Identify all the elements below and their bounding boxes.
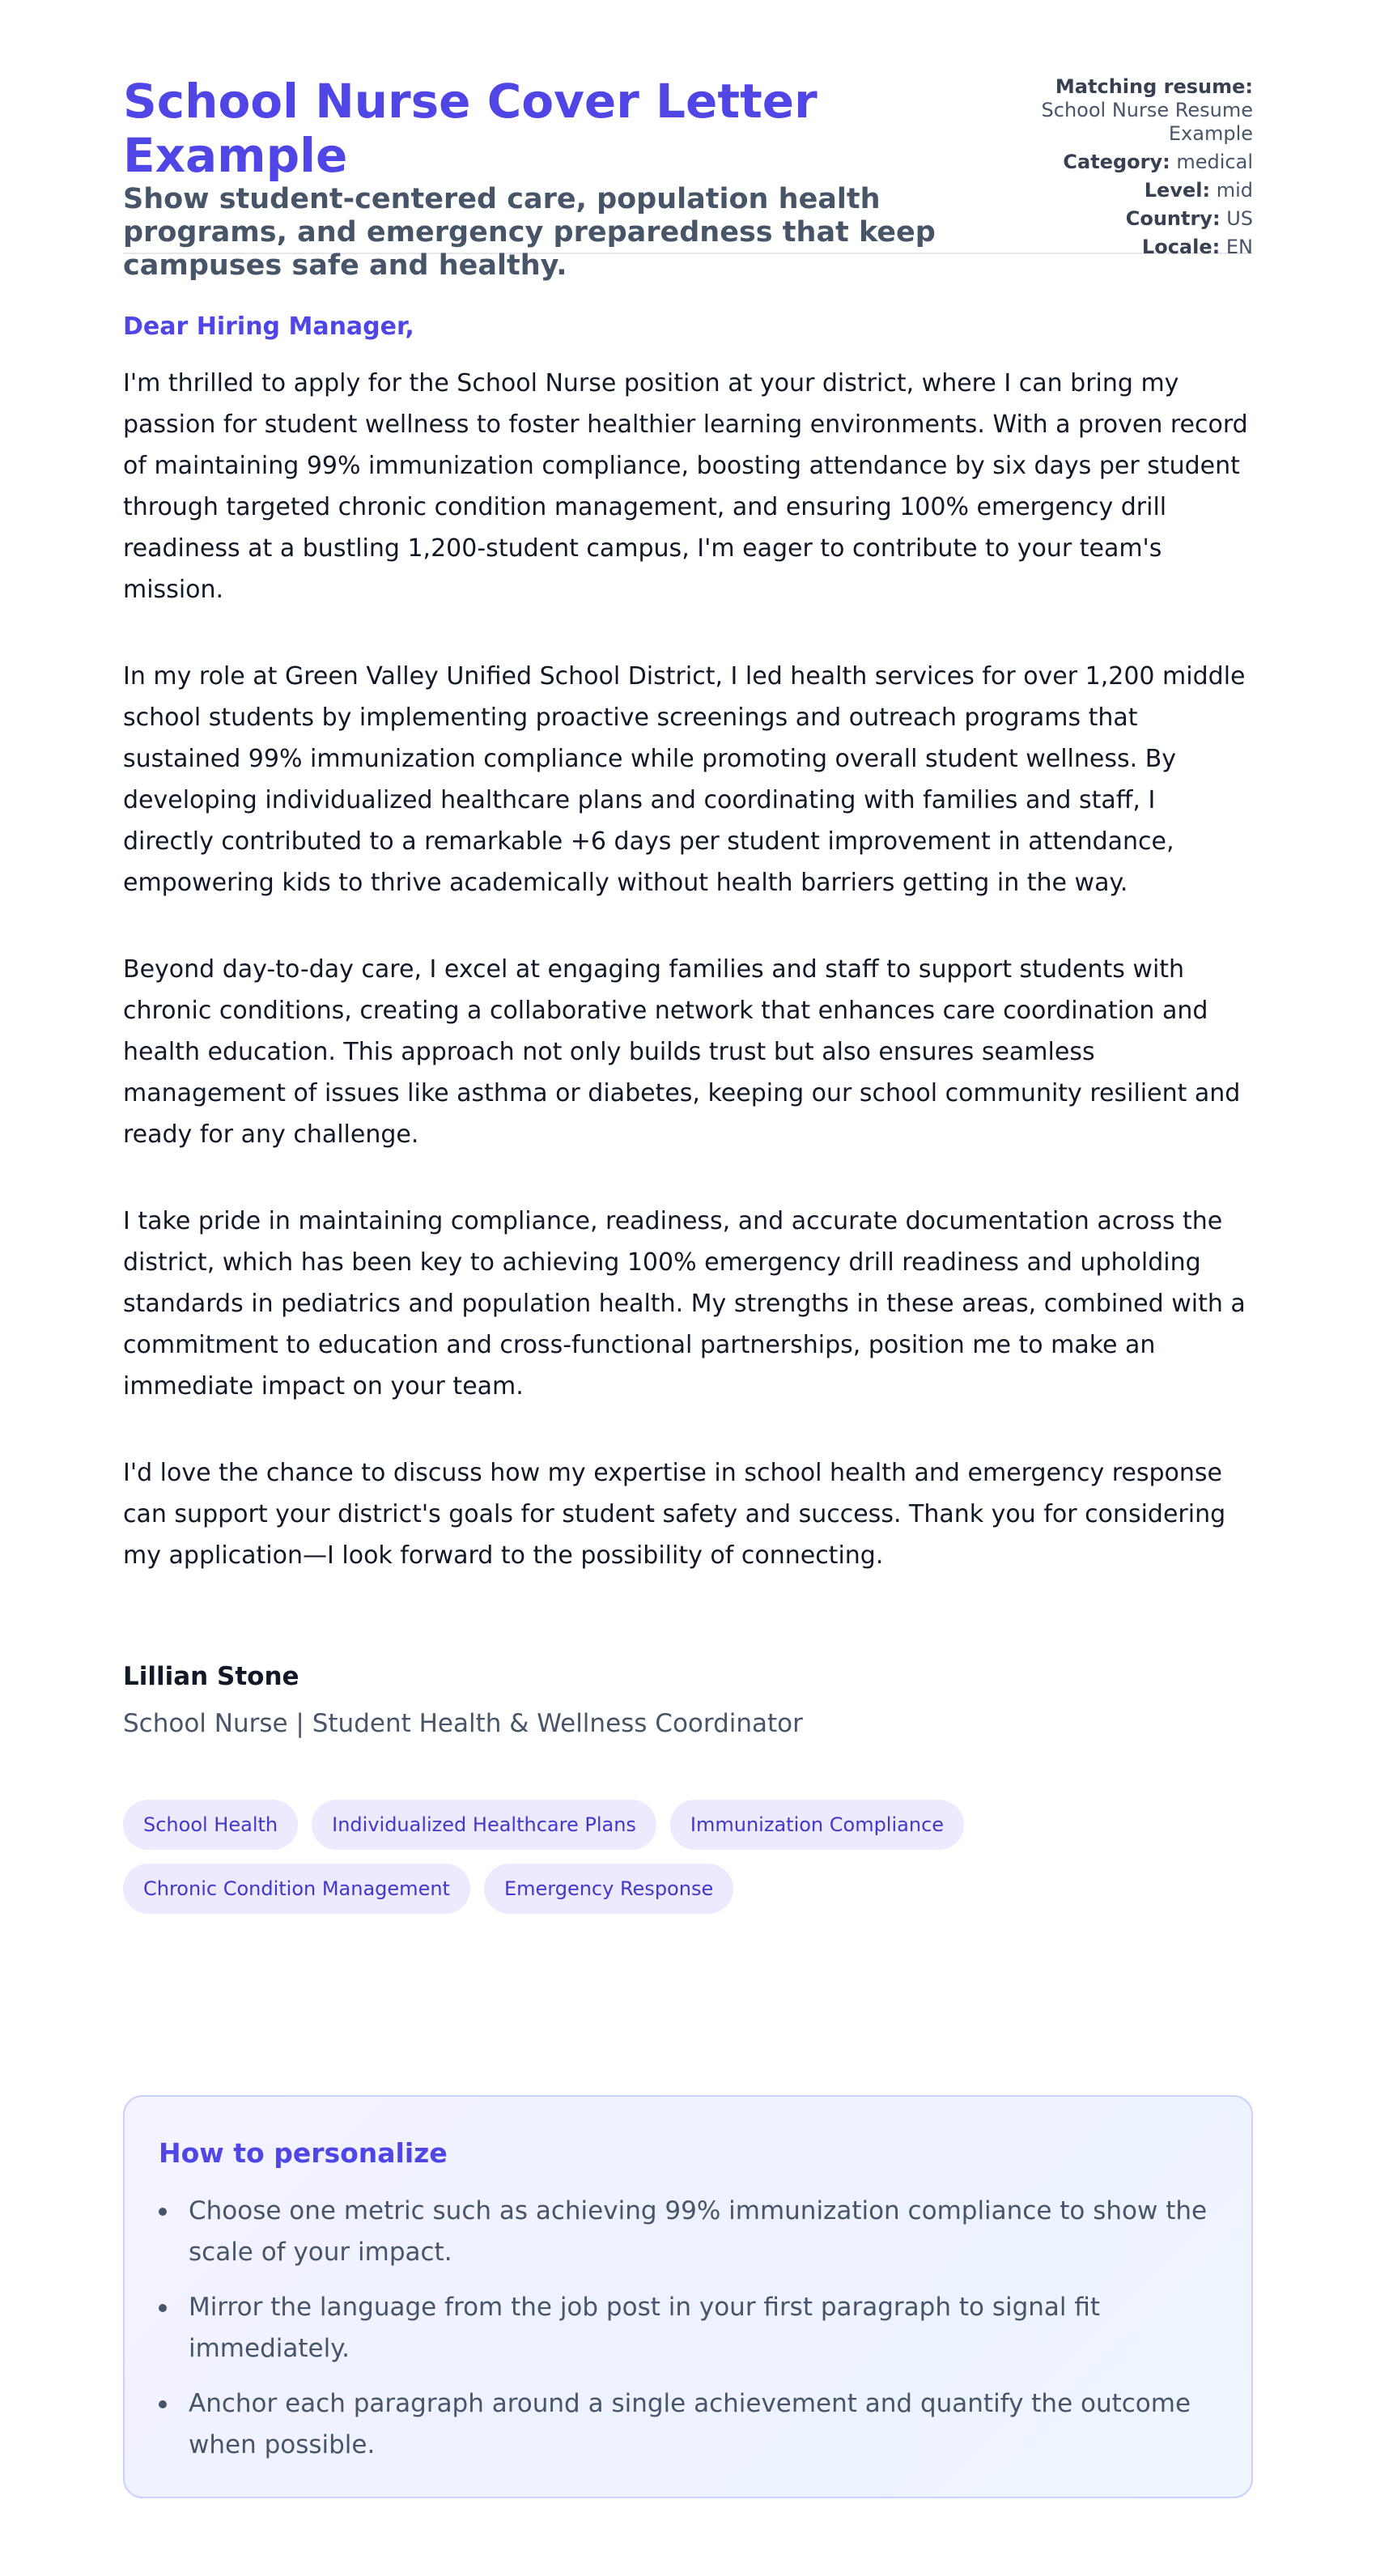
meta-locale-label: Locale: — [1141, 236, 1221, 258]
signature-name: Lillian Stone — [123, 1662, 299, 1691]
tip-text: Choose one metric such as achieving 99% immunization compliance to show the scale of your impact. — [189, 2196, 1208, 2267]
tip-item — [159, 2191, 1219, 2273]
meta-locale — [1018, 236, 1253, 259]
meta-category-value: medical — [1176, 151, 1253, 173]
letter-body — [123, 311, 1253, 1576]
meta-resume-label: Matching resume: — [1055, 75, 1253, 98]
meta-category-label: Category: — [1063, 151, 1170, 173]
letter-paragraph: I'd love the chance to discuss how my expertise in school health and emergency response can support your district's goals for student safety and success. Thank you for considering my application—I look forward to the possibility of connecting. — [123, 1459, 1226, 1570]
title-block — [123, 74, 1005, 283]
skill-tags — [123, 1800, 1013, 1914]
signature-title: School Nurse | Student Health & Wellness Coordinator — [123, 1709, 803, 1738]
meta-country-label: Country: — [1125, 207, 1221, 230]
tip-item — [159, 2383, 1219, 2466]
meta-level — [1018, 179, 1253, 202]
meta-category — [1018, 151, 1253, 174]
page-title: School Nurse Cover Letter Example — [123, 74, 818, 183]
page-header — [123, 0, 1253, 282]
meta-level-value: mid — [1216, 179, 1253, 202]
metadata-panel — [1018, 74, 1253, 264]
meta-country — [1018, 207, 1253, 231]
letter-paragraph: In my role at Green Valley Unified School District, I led health services for over 1,200 middle school students by implementing proactive screenings and outreach programs that sustained 99% immunization compliance while promoting overall student wellness. By developing individualized healthcare plans and coordinating with families and staff, I directly contributed to a remarkable +6 days per student improvement in attendance, empowering kids to thrive academically without health barriers getting in the way. — [123, 662, 1246, 897]
skill-tag: Individualized Healthcare Plans — [312, 1800, 656, 1850]
letter-paragraph: Beyond day-to-day care, I excel at engaging families and staff to support students with chronic conditions, creating a collaborative network that enhances care coordination and health education. This approach not only builds trust but also ensures seamless management of issues like asthma or diabetes, keeping our school community resilient and ready for any challenge. — [123, 955, 1241, 1149]
tip-item — [159, 2287, 1219, 2370]
skill-tag: Immunization Compliance — [670, 1800, 964, 1850]
bullet-icon — [159, 2208, 167, 2216]
tip-text: Anchor each paragraph around a single achievement and quantify the outcome when possible. — [189, 2389, 1191, 2459]
meta-resume-value: School Nurse Resume Example — [1041, 99, 1253, 145]
meta-resume — [1018, 75, 1253, 146]
page-subtitle: Show student-centered care, population health programs, and emergency preparedness that keep campuses safe and healthy. — [123, 183, 936, 282]
letter-paragraph: I'm thrilled to apply for the School Nurse position at your district, where I can bring my passion for student wellness to foster healthier learning environments. With a proven record of maintaining 99% immunization compliance, boosting attendance by six days per student through targeted chronic condition management, and ensuring 100% emergency drill readiness at a bustling 1,200-student campus, I'm eager to contribute to your team's mission. — [123, 369, 1248, 604]
letter-paragraph: I take pride in maintaining compliance, readiness, and accurate documentation across the district, which has been key to achieving 100% emergency drill readiness and upholding standards in pediatrics and population health. My strengths in these areas, combined with a commitment to education and cross-functional partnerships, position me to make an immediate impact on your team. — [123, 1207, 1246, 1401]
tips-list — [159, 2191, 1219, 2466]
meta-level-label: Level: — [1144, 179, 1211, 202]
tips-heading: How to personalize — [159, 2137, 448, 2169]
skill-tag: Emergency Response — [484, 1864, 733, 1914]
bullet-icon — [159, 2400, 167, 2408]
skill-tag: School Health — [123, 1800, 298, 1850]
meta-country-value: US — [1226, 207, 1253, 230]
tip-text: Mirror the language from the job post in your first paragraph to signal fit immediately. — [189, 2293, 1101, 2363]
meta-locale-value: EN — [1225, 236, 1253, 258]
bullet-icon — [159, 2304, 167, 2312]
signature-block — [123, 1660, 1253, 1740]
personalize-tips-box — [123, 2095, 1253, 2498]
skill-tag: Chronic Condition Management — [123, 1864, 470, 1914]
letter-greeting: Dear Hiring Manager, — [123, 312, 414, 341]
